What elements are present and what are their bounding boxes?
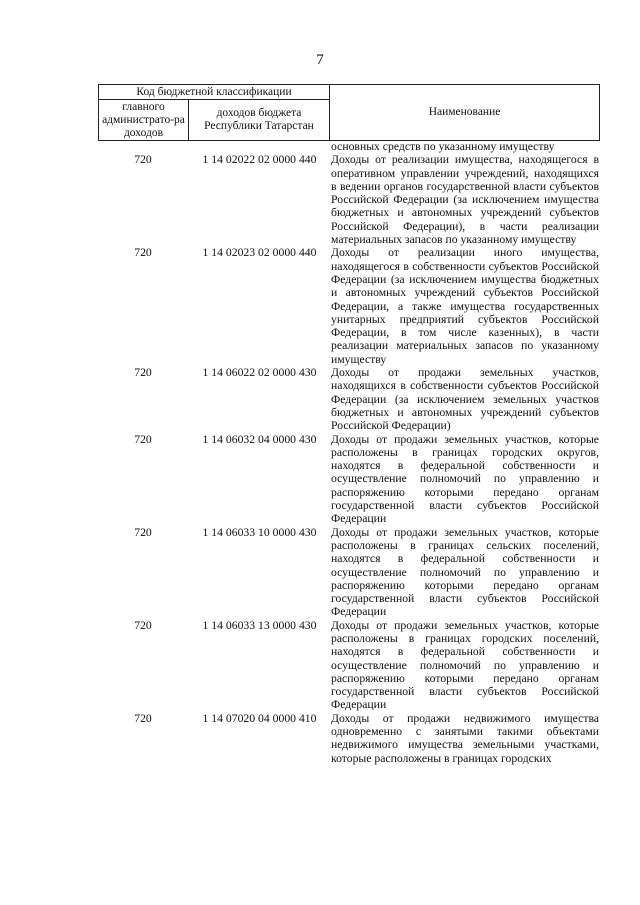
revenue-name: Доходы от продажи земельных участков, которые расположены в границах сельских поселений, находятся в федеральной собственности и осуществление полномочий по управлению и распоряжению которыми передано органам государственной власти субъектов Российской Федерации xyxy=(331,525,599,619)
revenue-code: 1 14 06033 10 0000 430 xyxy=(202,525,317,539)
page-number: 7 xyxy=(316,52,324,68)
continuation-text: основных средств по указанному имуществу xyxy=(331,140,555,153)
table-row xyxy=(98,153,599,246)
admin-code: 720 xyxy=(134,711,152,725)
admin-code: 720 xyxy=(134,153,152,167)
revenue-name: Доходы от продажи земельных участков, находящихся в собственности субъектов Российской Федерации (за исключением земельных участков бюджетных и автономных учреждений субъектов Российской Федерации) xyxy=(331,366,599,433)
table-row xyxy=(98,526,599,619)
revenue-code: 1 14 06022 02 0000 430 xyxy=(202,366,317,380)
admin-code: 720 xyxy=(134,618,152,632)
revenue-name: Доходы от продажи земельных участков, которые расположены в границах городских округов, находятся в федеральной собственности и осуществление полномочий по управлению и распоряжению которыми передано органам государственной власти субъектов Российской Федерации xyxy=(331,432,599,526)
table-row xyxy=(98,246,599,366)
admin-code: 720 xyxy=(134,366,152,380)
revenue-code: 1 14 06033 13 0000 430 xyxy=(202,618,317,632)
revenue-name: Доходы от реализации имущества, находящегося в оперативном управлении учреждений, находящихся в ведении органов государственной власти субъектов Российской Федерации (за исключением имущества бюджетных и автономных учреждений субъектов Российской Федерации), в части реализации материальных запасов по указанному имуществу xyxy=(331,153,599,247)
header-name: Наименование xyxy=(330,85,600,141)
revenue-code: 1 14 02022 02 0000 440 xyxy=(202,153,317,167)
revenue-name: Доходы от продажи земельных участков, которые расположены в границах городских поселений, находятся в федеральной собственности и осуществление полномочий по управлению и распоряжению которыми передано органам государственной власти субъектов Российской Федерации xyxy=(331,618,599,712)
table-row xyxy=(98,619,599,712)
revenue-code: 1 14 07020 04 0000 410 xyxy=(202,711,317,725)
table-header xyxy=(98,84,600,141)
revenue-code: 1 14 02023 02 0000 440 xyxy=(202,246,317,260)
admin-code: 720 xyxy=(134,246,152,260)
table-body xyxy=(98,140,599,765)
header-admin: главного администрато-ра доходов xyxy=(99,100,189,141)
revenue-name: Доходы от реализации иного имущества, находящегося в собственности субъектов Российской Федерации (за исключением имущества бюджетных и автономных учреждений субъектов Российской Федерации, а также имущества государственных унитарных предприятий субъектов Российской Федерации, в том числе казенных), в части реализации материальных запасов по указанному имуществу xyxy=(331,246,599,366)
header-group: Код бюджетной классификации xyxy=(99,85,330,100)
revenue-name: Доходы от продажи недвижимого имущества одновременно с занятыми такими объектами недвижимого имущества земельными участками, которые расположены в границах городских xyxy=(331,711,599,765)
revenue-code: 1 14 06032 04 0000 430 xyxy=(202,432,317,446)
table-row xyxy=(98,366,599,432)
admin-code: 720 xyxy=(134,525,152,539)
admin-code: 720 xyxy=(134,432,152,446)
header-revenue: доходов бюджета Республики Татарстан xyxy=(189,100,330,141)
table-row xyxy=(98,433,599,526)
table-row xyxy=(98,712,599,765)
